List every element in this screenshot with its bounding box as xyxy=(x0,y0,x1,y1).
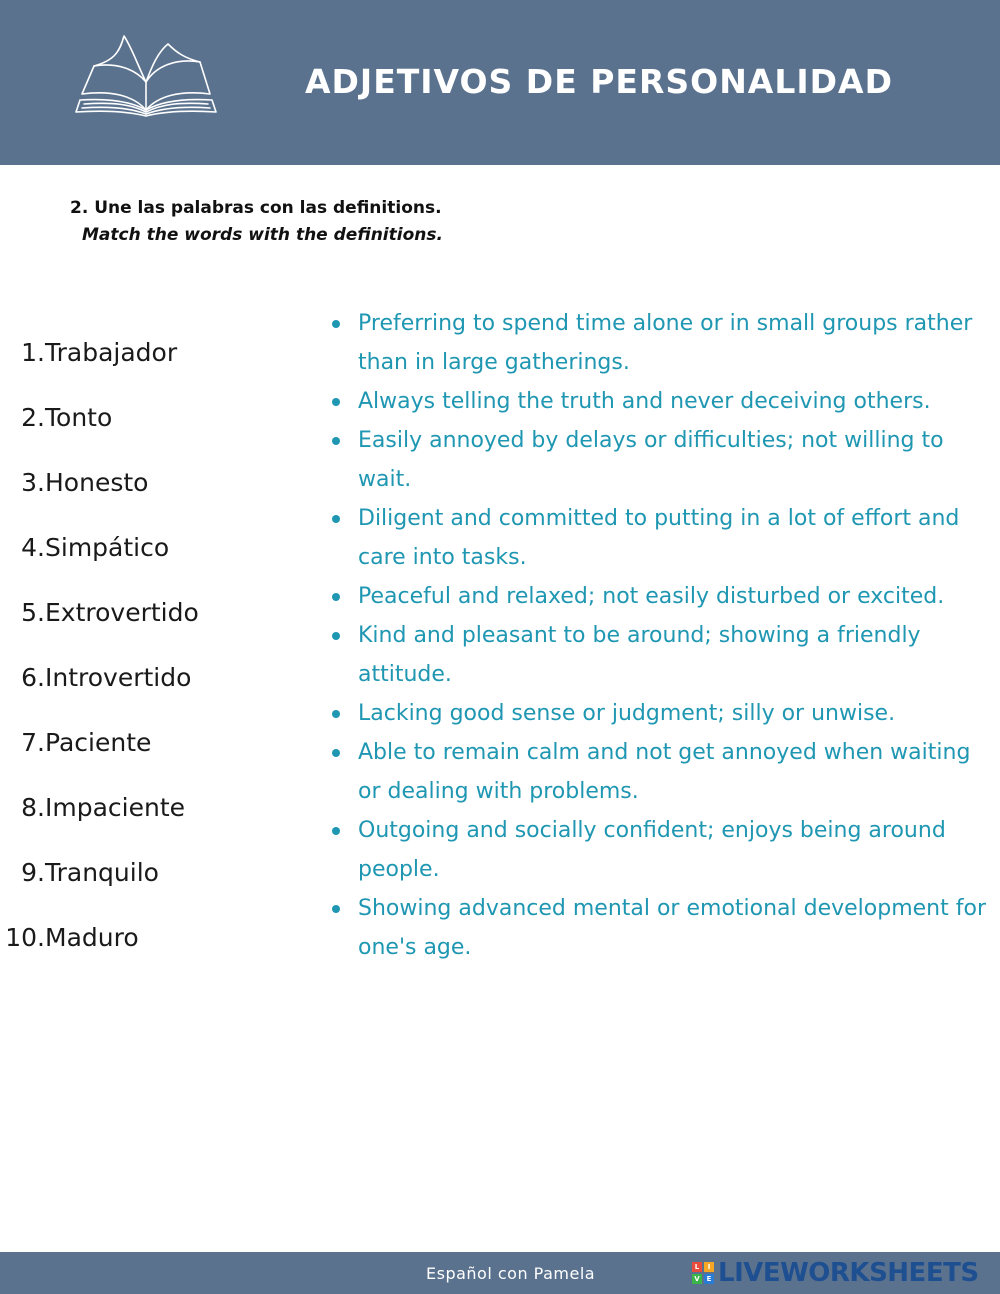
definition-text: Peaceful and relaxed; not easily disturbed or excited. xyxy=(358,584,945,609)
word-item-4 xyxy=(0,515,300,580)
definition-text: Able to remain calm and not get annoyed when waiting or dealing with problems. xyxy=(358,740,971,804)
word-item-2 xyxy=(0,385,300,450)
word-text: Tonto xyxy=(45,403,113,432)
definition-list xyxy=(328,304,993,967)
bullet-icon xyxy=(332,827,340,835)
footer-author: Español con Pamela xyxy=(426,1264,596,1283)
bullet-icon xyxy=(332,515,340,523)
word-text: Introvertido xyxy=(45,663,192,692)
word-number: 9. xyxy=(21,858,45,887)
badge-letter: E xyxy=(704,1274,714,1284)
bullet-icon xyxy=(332,320,340,328)
word-number: 10. xyxy=(5,923,45,952)
definition-item-1 xyxy=(328,304,993,382)
liveworksheets-brand: LIVEWORKSHEETS xyxy=(718,1258,979,1288)
word-number: 8. xyxy=(21,793,45,822)
definition-item-8 xyxy=(328,733,993,811)
definition-text: Lacking good sense or judgment; silly or unwise. xyxy=(358,701,896,726)
instruction-english: Match the words with the definitions. xyxy=(82,225,443,245)
word-item-5 xyxy=(0,580,300,645)
word-list xyxy=(0,320,300,970)
bullet-icon xyxy=(332,437,340,445)
word-item-3 xyxy=(0,450,300,515)
page-title: ADJETIVOS DE PERSONALIDAD xyxy=(305,62,893,101)
definition-item-7 xyxy=(328,694,993,733)
definition-item-10 xyxy=(328,889,993,967)
bullet-icon xyxy=(332,749,340,757)
word-text: Extrovertido xyxy=(45,598,199,627)
word-item-7 xyxy=(0,710,300,775)
definition-item-5 xyxy=(328,577,993,616)
word-number: 3. xyxy=(21,468,45,497)
word-text: Maduro xyxy=(45,923,139,952)
definition-item-2 xyxy=(328,382,993,421)
liveworksheets-badge-icon xyxy=(692,1262,714,1284)
bullet-icon xyxy=(332,632,340,640)
open-book-icon xyxy=(72,32,220,118)
definition-text: Easily annoyed by delays or difficulties; not willing to wait. xyxy=(358,428,944,492)
bullet-icon xyxy=(332,593,340,601)
bullet-icon xyxy=(332,398,340,406)
word-item-10 xyxy=(0,905,300,970)
bullet-icon xyxy=(332,905,340,913)
footer-bar xyxy=(0,1252,1000,1294)
word-text: Trabajador xyxy=(45,338,178,367)
word-item-1 xyxy=(0,320,300,385)
definition-text: Diligent and committed to putting in a lot of effort and care into tasks. xyxy=(358,506,960,570)
word-item-8 xyxy=(0,775,300,840)
word-text: Paciente xyxy=(45,728,152,757)
word-number: 7. xyxy=(21,728,45,757)
bullet-icon xyxy=(332,710,340,718)
badge-letter: I xyxy=(704,1262,714,1272)
liveworksheets-logo[interactable] xyxy=(692,1258,979,1288)
definition-item-4 xyxy=(328,499,993,577)
header-banner xyxy=(0,0,1000,165)
word-text: Honesto xyxy=(45,468,149,497)
word-text: Simpático xyxy=(45,533,170,562)
word-number: 1. xyxy=(21,338,45,367)
word-number: 4. xyxy=(21,533,45,562)
word-number: 6. xyxy=(21,663,45,692)
definition-text: Always telling the truth and never deceiving others. xyxy=(358,389,931,414)
definition-text: Outgoing and socially confident; enjoys being around people. xyxy=(358,818,946,882)
badge-letter: V xyxy=(692,1274,702,1284)
definition-text: Preferring to spend time alone or in small groups rather than in large gatherings. xyxy=(358,311,973,375)
word-text: Tranquilo xyxy=(45,858,159,887)
word-number: 5. xyxy=(21,598,45,627)
badge-letter: L xyxy=(692,1262,702,1272)
word-item-6 xyxy=(0,645,300,710)
definition-item-6 xyxy=(328,616,993,694)
definition-item-9 xyxy=(328,811,993,889)
instruction-spanish: 2. Une las palabras con las definitions. xyxy=(70,198,442,218)
definition-text: Kind and pleasant to be around; showing a friendly attitude. xyxy=(358,623,921,687)
definition-item-3 xyxy=(328,421,993,499)
word-text: Impaciente xyxy=(45,793,186,822)
definition-text: Showing advanced mental or emotional development for one's age. xyxy=(358,896,986,960)
word-number: 2. xyxy=(21,403,45,432)
word-item-9 xyxy=(0,840,300,905)
